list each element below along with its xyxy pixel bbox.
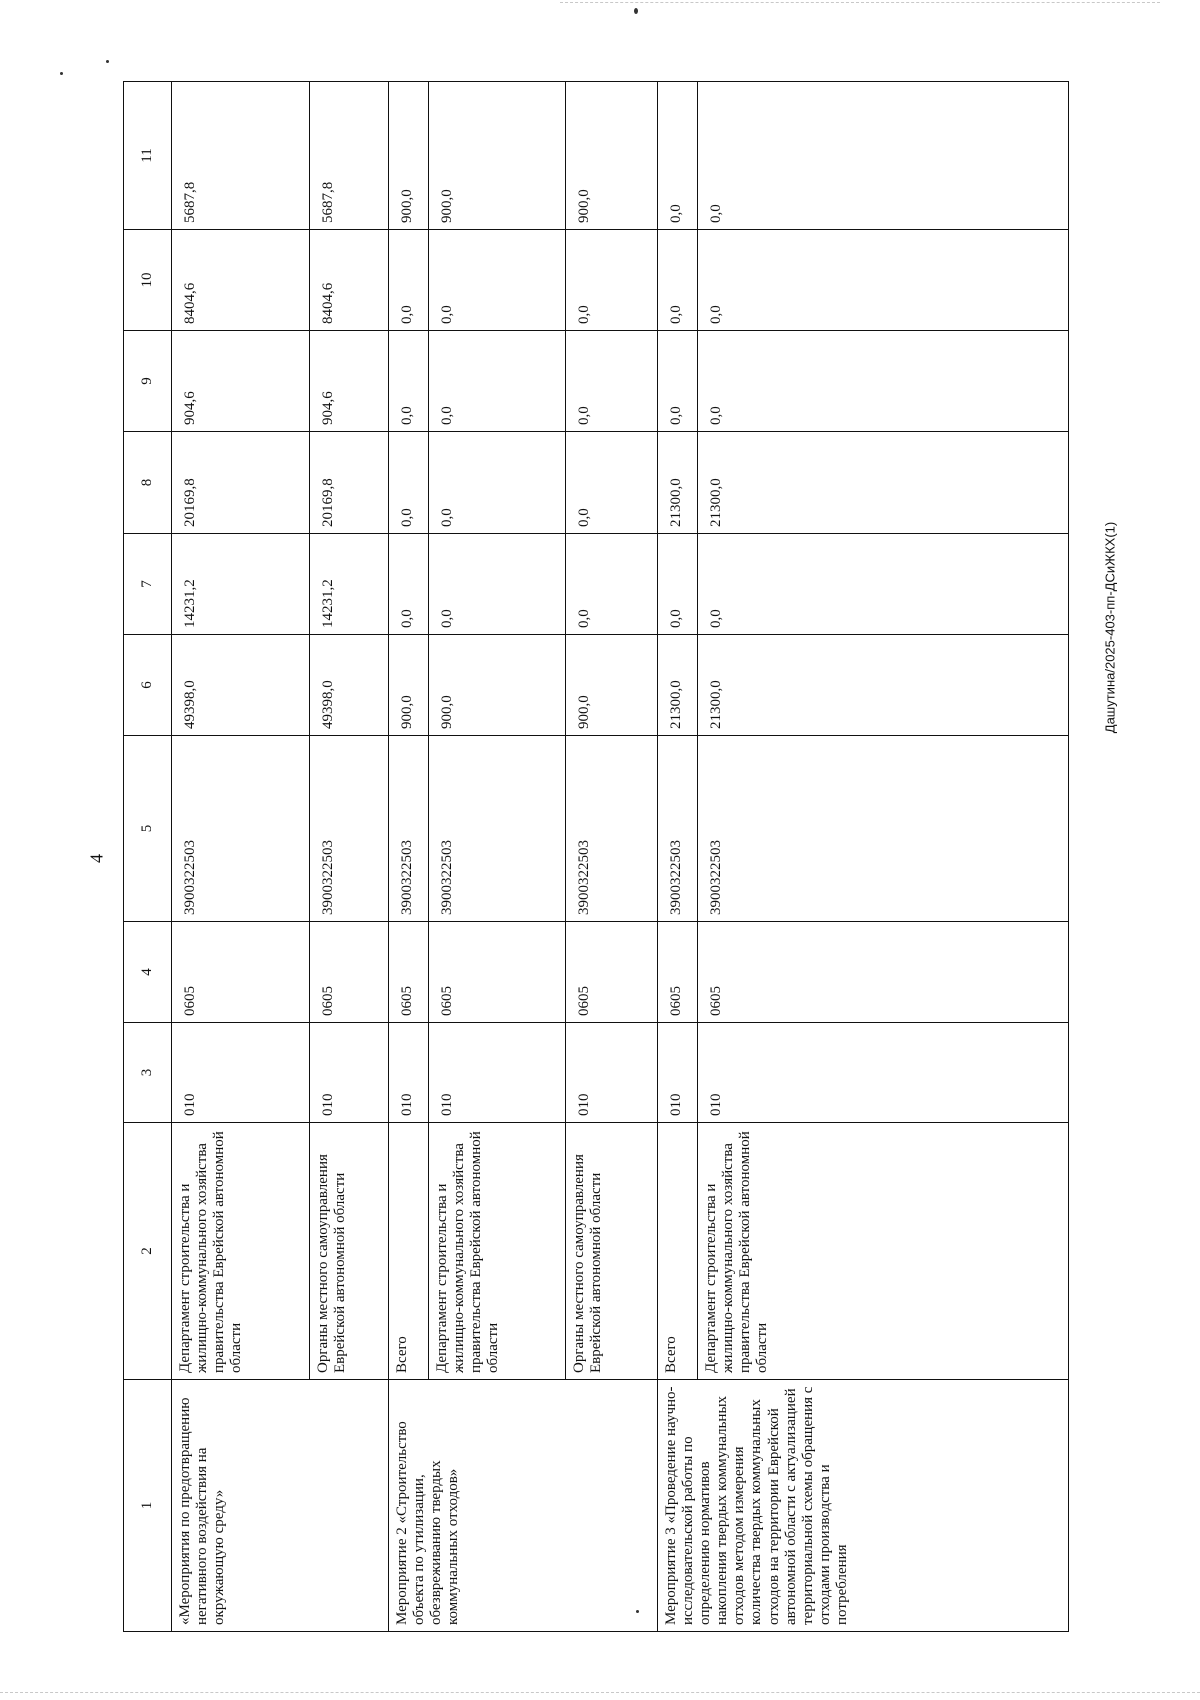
- scan-speck: [634, 8, 638, 14]
- value-cell: 0,0: [429, 432, 566, 534]
- scan-edge-top: [560, 2, 1160, 3]
- value-cell: 0,0: [566, 331, 658, 432]
- footer-text: Дашутина/2025-403-пп-ДСиЖКХ(1): [1102, 521, 1118, 734]
- value-cell: 0,0: [429, 230, 566, 331]
- value-cell: 0,0: [389, 432, 429, 534]
- target-article-cell: 3900322503: [658, 736, 698, 922]
- grbs-cell: 010: [429, 1023, 566, 1123]
- executor-cell: Департамент строительства и жилищно-коммунального хозяйства правительства Еврейской автономной области: [172, 1123, 310, 1380]
- value-cell: 0,0: [429, 534, 566, 635]
- header-cell: 11: [124, 82, 172, 230]
- value-cell: 49398,0: [172, 635, 310, 736]
- value-cell: 21300,0: [698, 635, 1069, 736]
- grbs-cell: 010: [389, 1023, 429, 1123]
- value-cell: 21300,0: [658, 635, 698, 736]
- value-cell: 900,0: [429, 82, 566, 230]
- executor-cell: Всего: [389, 1123, 429, 1380]
- header-cell: 3: [124, 1023, 172, 1123]
- value-cell: 0,0: [566, 230, 658, 331]
- target-article-cell: 3900322503: [310, 736, 389, 922]
- executor-cell: Органы местного самоуправления Еврейской автономной области: [310, 1123, 389, 1380]
- header-cell: 10: [124, 230, 172, 331]
- section-cell: 0605: [389, 922, 429, 1023]
- grbs-cell: 010: [658, 1023, 698, 1123]
- header-cell: 4: [124, 922, 172, 1023]
- value-cell: 0,0: [698, 534, 1069, 635]
- value-cell: 904,6: [310, 331, 389, 432]
- value-cell: 900,0: [389, 82, 429, 230]
- section-cell: 0605: [172, 922, 310, 1023]
- value-cell: 900,0: [566, 82, 658, 230]
- scan-speck: [60, 72, 63, 75]
- value-cell: 900,0: [566, 635, 658, 736]
- executor-cell: Департамент строительства и жилищно-коммунального хозяйства правительства Еврейской автономной области: [698, 1123, 1069, 1380]
- value-cell: 900,0: [389, 635, 429, 736]
- section-cell: 0605: [658, 922, 698, 1023]
- value-cell: 0,0: [389, 230, 429, 331]
- budget-table-container: [123, 82, 1068, 1632]
- header-cell: 1: [124, 1380, 172, 1632]
- measure-cell: Мероприятие 2 «Строительство объекта по утилизации, обезвреживанию твердых коммунальных отходов»: [389, 1380, 658, 1632]
- header-cell: 7: [124, 534, 172, 635]
- target-article-cell: 3900322503: [172, 736, 310, 922]
- executor-cell: Департамент строительства и жилищно-коммунального хозяйства правительства Еврейской автономной области: [429, 1123, 566, 1380]
- value-cell: 21300,0: [658, 432, 698, 534]
- table-row: [389, 82, 429, 1632]
- header-cell: 8: [124, 432, 172, 534]
- target-article-cell: 3900322503: [429, 736, 566, 922]
- value-cell: 8404,6: [310, 230, 389, 331]
- value-cell: 5687,8: [172, 82, 310, 230]
- value-cell: 14231,2: [310, 534, 389, 635]
- target-article-cell: 3900322503: [698, 736, 1069, 922]
- grbs-cell: 010: [310, 1023, 389, 1123]
- value-cell: 0,0: [389, 534, 429, 635]
- table-row: [172, 82, 310, 1632]
- value-cell: 0,0: [566, 534, 658, 635]
- value-cell: 5687,8: [310, 82, 389, 230]
- header-cell: 9: [124, 331, 172, 432]
- scan-edge-bottom: [0, 1692, 1200, 1693]
- section-cell: 0605: [698, 922, 1069, 1023]
- value-cell: 0,0: [658, 331, 698, 432]
- value-cell: 900,0: [429, 635, 566, 736]
- header-cell: 6: [124, 635, 172, 736]
- target-article-cell: 3900322503: [566, 736, 658, 922]
- section-cell: 0605: [566, 922, 658, 1023]
- executor-cell: Всего: [658, 1123, 698, 1380]
- header-row: [124, 82, 172, 1632]
- value-cell: 0,0: [429, 331, 566, 432]
- header-cell: 5: [124, 736, 172, 922]
- value-cell: 0,0: [698, 82, 1069, 230]
- measure-cell: Мероприятие 3 «Проведение научно-исследовательской работы по определению нормативов накопления твердых коммунальных отходов методом измерения количества твердых коммунальных отходов на территории Еврейской автономной области с актуализацией территориальной схемы обращения с отходами производства и потребления: [658, 1380, 1069, 1632]
- measure-cell: «Мероприятия по предотвращению негативного воздействия на окружающую среду»: [172, 1380, 389, 1632]
- value-cell: 904,6: [172, 331, 310, 432]
- value-cell: 20169,8: [172, 432, 310, 534]
- value-cell: 0,0: [566, 432, 658, 534]
- value-cell: 0,0: [658, 82, 698, 230]
- value-cell: 14231,2: [172, 534, 310, 635]
- grbs-cell: 010: [172, 1023, 310, 1123]
- page-number: 4: [86, 854, 107, 863]
- value-cell: 21300,0: [698, 432, 1069, 534]
- value-cell: 0,0: [658, 230, 698, 331]
- target-article-cell: 3900322503: [389, 736, 429, 922]
- grbs-cell: 010: [698, 1023, 1069, 1123]
- value-cell: 0,0: [698, 331, 1069, 432]
- executor-cell: Органы местного самоуправления Еврейской автономной области: [566, 1123, 658, 1380]
- value-cell: 49398,0: [310, 635, 389, 736]
- value-cell: 8404,6: [172, 230, 310, 331]
- value-cell: 0,0: [658, 534, 698, 635]
- scan-speck: [106, 60, 109, 63]
- table-row: [658, 82, 698, 1632]
- value-cell: 20169,8: [310, 432, 389, 534]
- grbs-cell: 010: [566, 1023, 658, 1123]
- header-cell: 2: [124, 1123, 172, 1380]
- budget-table: [123, 81, 1069, 1632]
- section-cell: 0605: [310, 922, 389, 1023]
- section-cell: 0605: [429, 922, 566, 1023]
- value-cell: 0,0: [698, 230, 1069, 331]
- value-cell: 0,0: [389, 331, 429, 432]
